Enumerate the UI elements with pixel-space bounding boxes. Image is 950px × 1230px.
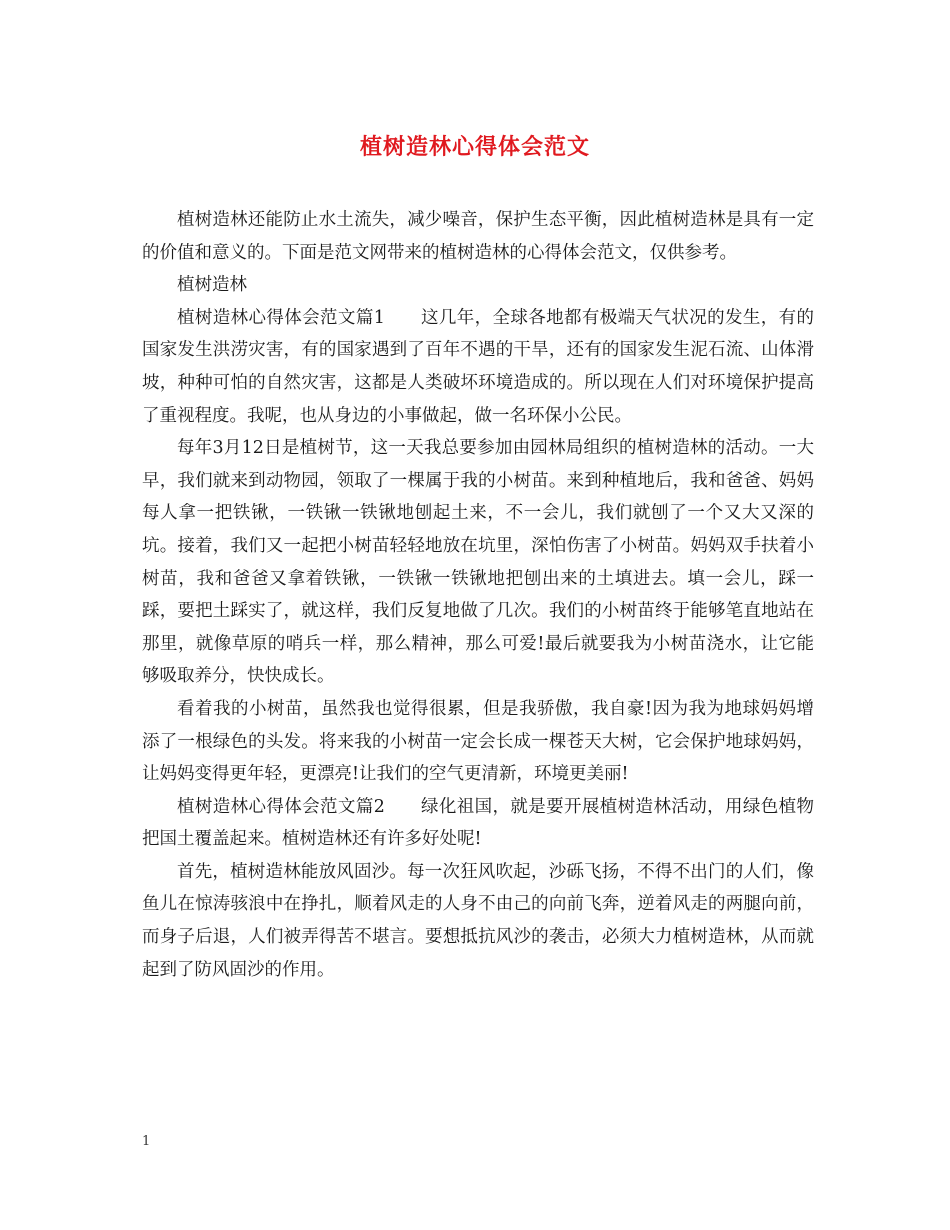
- page-number: 1: [142, 1134, 151, 1149]
- paragraph-heading: 植树造林: [177, 275, 247, 296]
- document-body: [142, 204, 814, 986]
- paragraph-essay-1-intro: 植树造林心得体会范文篇1 这几年，全球各地都有极端天气状况的发生，有的国家发生洪涝灾害，有的国家遇到了百年不遇的干旱，还有的国家发生泥石流、山体滑坡，种种可怕的自然灾害，这都是人类破坏环境造成的。所以现在人们对环境保护提高了重视程度。我呢，也从身边的小事做起，做一名环保小公民。: [142, 307, 814, 426]
- document-title: 植树造林心得体会范文: [359, 134, 590, 160]
- paragraph-intro: 植树造林还能防止水土流失，减少噪音，保护生态平衡，因此植树造林是具有一定的价值和意义的。下面是范文网带来的植树造林的心得体会范文，仅供参考。: [142, 210, 814, 263]
- paragraph-essay-2-windbreak: 首先，植树造林能放风固沙。每一次狂风吹起，沙砾飞扬，不得不出门的人们，像鱼儿在惊涛骇浪中在挣扎，顺着风走的人身不由己的向前飞奔，逆着风走的两腿向前，而身子后退，人们被弄得苦不堪言。要想抵抗风沙的袭击，必须大力植树造林，从而就起到了防风固沙的作用。: [142, 861, 814, 980]
- paragraph-essay-2-intro: 植树造林心得体会范文篇2 绿化祖国，就是要开展植树造林活动，用绿色植物把国土覆盖起来。植树造林还有许多好处呢!: [142, 796, 814, 850]
- paragraph-essay-1-conclusion: 看着我的小树苗，虽然我也觉得很累，但是我骄傲，我自豪!因为我为地球妈妈增添了一根绿色的头发。将来我的小树苗一定会长成一棵苍天大树，它会保护地球妈妈，让妈妈变得更年轻，更漂亮!让我们的空气更清新，环境更美丽!: [142, 698, 814, 785]
- paragraph-essay-1-planting: 每年3月12日是植树节，这一天我总要参加由园林局组织的植树造林的活动。一大早，我们就来到动物园，领取了一棵属于我的小树苗。来到种植地后，我和爸爸、妈妈每人拿一把铁锹，一铁锹一铁锹地刨起土来，不一会儿，我们就刨了一个又大又深的坑。接着，我们又一起把小树苗轻轻地放在坑里，深怕伤害了小树苗。妈妈双手扶着小树苗，我和爸爸又拿着铁锹，一铁锹一铁锹地把刨出来的土填进去。填一会儿，踩一踩，要把土踩实了，就这样，我们反复地做了几次。我们的小树苗终于能够笔直地站在那里，就像草原的哨兵一样，那么精神，那么可爱!最后就要我为小树苗浇水，让它能够吸取养分，快快成长。: [142, 438, 814, 687]
